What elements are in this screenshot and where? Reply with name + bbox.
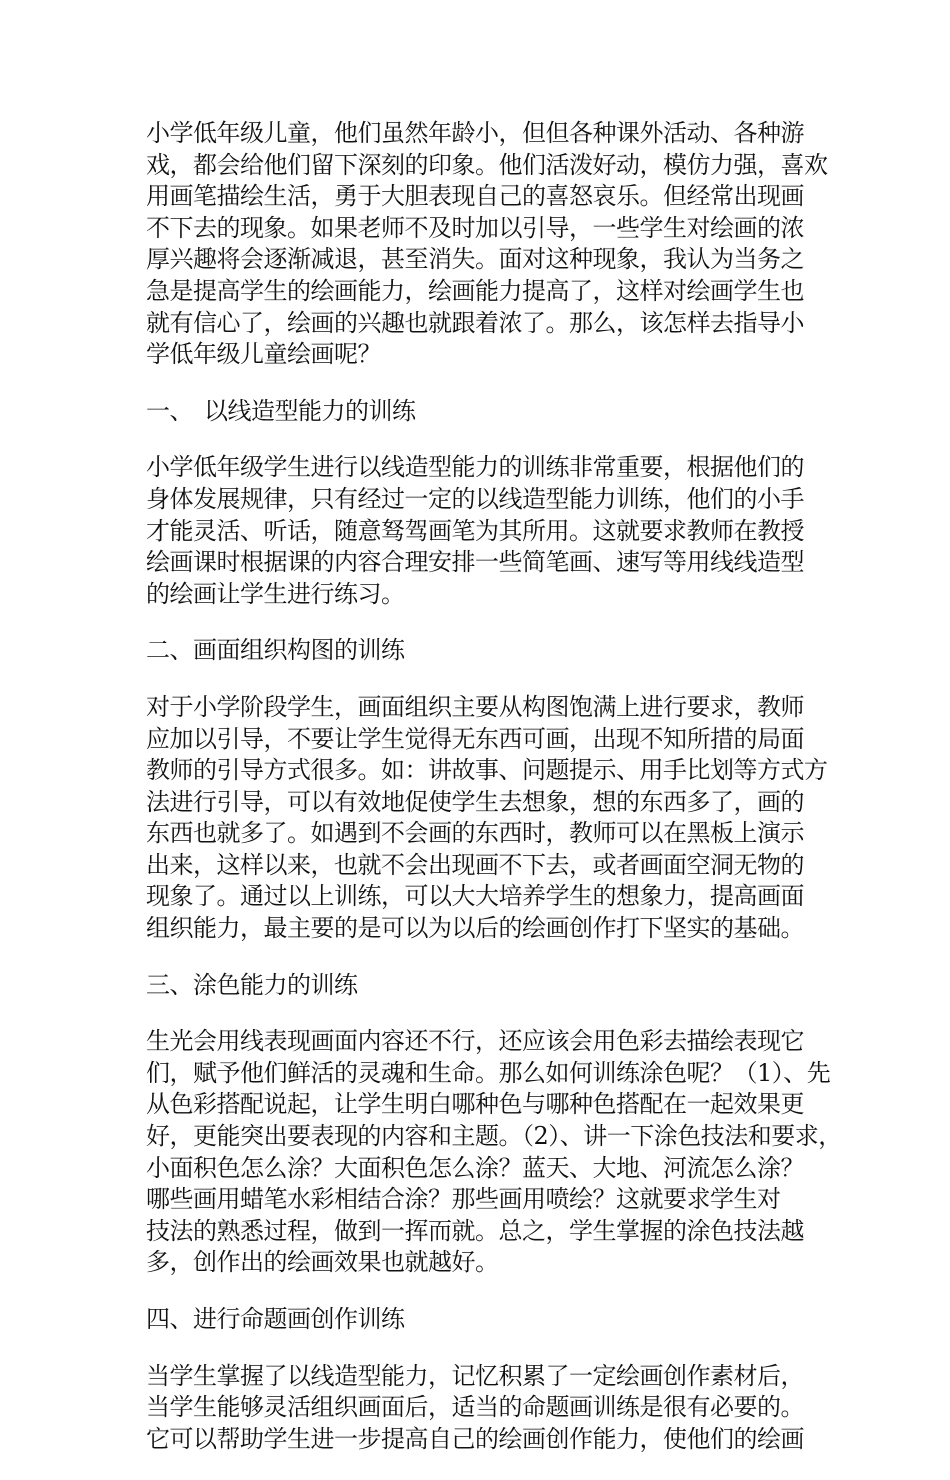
text-line: 好，更能突出要表现的内容和主题。（2）、讲一下涂色技法和要求， [146, 1122, 842, 1151]
section-4-paragraph [146, 1361, 806, 1456]
section-title: 以线造型能力的训练 [204, 396, 416, 425]
text-line: 才能灵活、听话，随意驽驾画笔为其所用。这就要求教师在教授 [146, 516, 804, 545]
text-line: 不下去的现象。如果老师不及时加以引导，一些学生对绘画的浓 [146, 213, 804, 242]
text-line: 学低年级儿童绘画呢？ [146, 340, 381, 369]
section-heading-1 [146, 396, 806, 428]
section-3-paragraph [146, 1026, 842, 1279]
text-line: 生光会用线表现画面内容还不行，还应该会用色彩去描绘表现它 [146, 1027, 804, 1056]
section-heading-3: 三、涂色能力的训练 [146, 970, 358, 999]
text-line: 厚兴趣将会逐渐减退，甚至消失。面对这种现象，我认为当务之 [146, 245, 804, 274]
section-heading-2: 二、画面组织构图的训练 [146, 636, 405, 665]
section-number: 一、 [146, 396, 193, 425]
text-line: 现象了。通过以上训练，可以大大培养学生的想象力，提高画面 [146, 882, 804, 911]
text-line: 多，创作出的绘画效果也就越好。 [146, 1248, 499, 1277]
text-line: 小学低年级儿童，他们虽然年龄小，但但各种课外活动、各种游 [146, 119, 804, 147]
text-line: 哪些画用蜡笔水彩相结合涂？那些画用喷绘？这就要求学生对 [146, 1185, 781, 1214]
text-line: 技法的熟悉过程，做到一挥而就。总之，学生掌握的涂色技法越 [146, 1216, 804, 1245]
text-line: 们，赋予他们鲜活的灵魂和生命。那么如何训练涂色呢？（1）、先 [146, 1058, 831, 1087]
text-line: 的绘画让学生进行练习。 [146, 579, 405, 608]
text-line: 组织能力，最主要的是可以为以后的绘画创作打下坚实的基础。 [146, 914, 804, 943]
text-line: 它可以帮助学生进一步提高自己的绘画创作能力，使他们的绘画 [146, 1424, 804, 1453]
text-line: 急是提高学生的绘画能力，绘画能力提高了，这样对绘画学生也 [146, 276, 804, 305]
text-line: 当学生掌握了以线造型能力，记忆积累了一定绘画创作素材后， [146, 1361, 804, 1390]
text-line: 对于小学阶段学生，画面组织主要从构图饱满上进行要求，教师 [146, 692, 804, 721]
intro-paragraph [146, 118, 828, 371]
section-heading-4: 四、进行命题画创作训练 [146, 1305, 405, 1333]
document-body [146, 118, 842, 1480]
text-line: 戏，都会给他们留下深刻的印象。他们活泼好动，模仿力强，喜欢 [146, 150, 828, 179]
text-line: 法进行引导，可以有效地促使学生去想象，想的东西多了，画的 [146, 787, 804, 816]
text-line: 绘画课时根据课的内容合理安排一些简笔画、速写等用线线造型 [146, 548, 804, 577]
text-line: 教师的引导方式很多。如：讲故事、问题提示、用手比划等方式方 [146, 756, 828, 785]
text-line: 出来，这样以来，也就不会出现画不下去，或者画面空洞无物的 [146, 850, 804, 879]
text-line: 小面积色怎么涂？大面积色怎么涂？蓝天、大地、河流怎么涂？ [146, 1153, 804, 1182]
section-1-paragraph [146, 452, 806, 610]
text-line: 应加以引导，不要让学生觉得无东西可画，出现不知所措的局面 [146, 724, 804, 753]
section-2-paragraph [146, 692, 828, 945]
text-line: 用画笔描绘生活，勇于大胆表现自己的喜怒哀乐。但经常出现画 [146, 182, 804, 211]
text-line: 身体发展规律，只有经过一定的以线造型能力训练，他们的小手 [146, 484, 804, 513]
text-line: 从色彩搭配说起，让学生明白哪种色与哪种色搭配在一起效果更 [146, 1090, 804, 1119]
text-line: 小学低年级学生进行以线造型能力的训练非常重要，根据他们的 [146, 453, 804, 482]
text-line: 当学生能够灵活组织画面后，适当的命题画训练是很有必要的。 [146, 1393, 804, 1422]
text-line: 就有信心了，绘画的兴趣也就跟着浓了。那么，该怎样去指导小 [146, 308, 804, 337]
text-line: 东西也就多了。如遇到不会画的东西时，教师可以在黑板上演示 [146, 819, 804, 848]
